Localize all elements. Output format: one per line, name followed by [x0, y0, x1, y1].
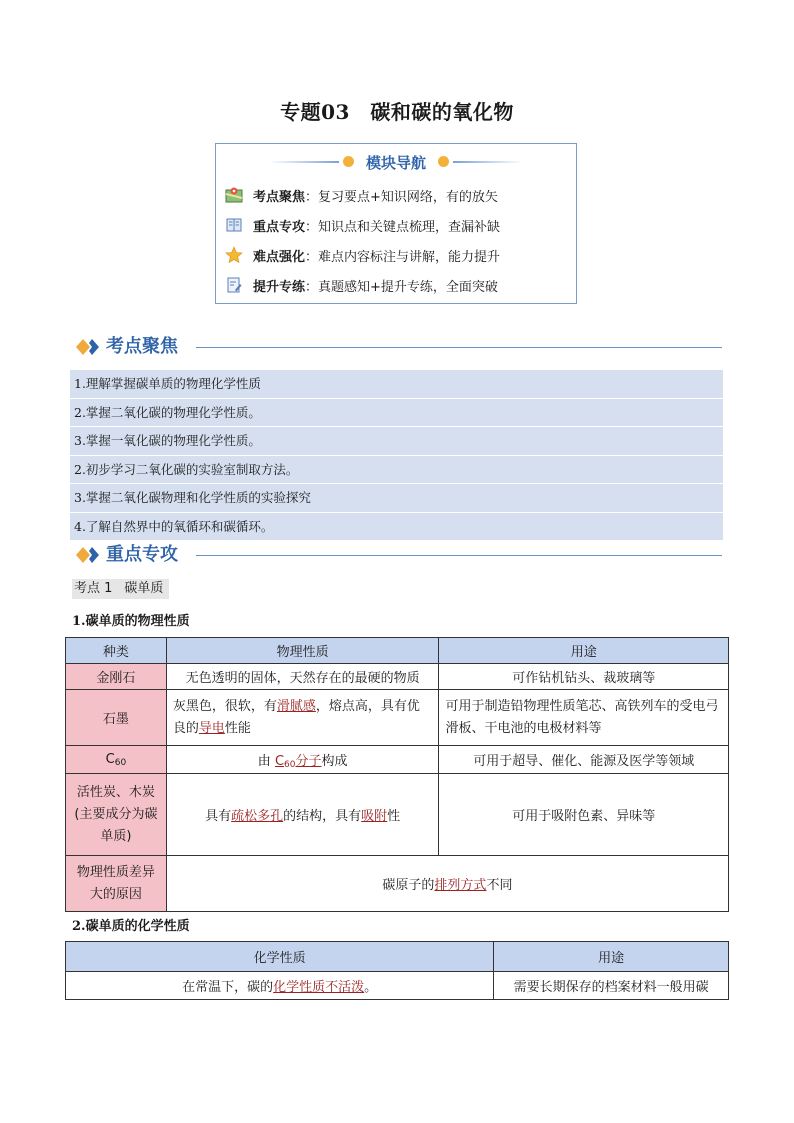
- header-chem-use: 用途: [494, 942, 729, 972]
- diamond-arrow-icon: [76, 337, 102, 357]
- text: 性: [387, 809, 401, 824]
- underlined-keyword: 疏松多孔: [231, 809, 284, 824]
- cell-use: 可用于吸附色素、异味等: [439, 774, 729, 856]
- underlined-keyword: 导电: [198, 720, 225, 736]
- chemical-properties-table: [65, 941, 729, 1000]
- nav-colon: ：: [305, 219, 319, 235]
- header-kind: 种类: [66, 638, 167, 664]
- cell-property: [166, 774, 439, 856]
- section-title: 重点专攻: [106, 544, 178, 565]
- text: 由: [257, 753, 275, 769]
- diamond-arrow-icon: [76, 545, 102, 565]
- cell-reason: [166, 856, 728, 912]
- nav-key: 重点专攻: [253, 219, 306, 235]
- nav-text: 难点内容标注与讲解，能力提升: [318, 249, 501, 265]
- section-rule: [196, 347, 722, 348]
- text: 在常温下，碳的: [182, 980, 274, 995]
- cell-kind: 活性炭、木炭(主要成分为碳单质): [66, 774, 167, 856]
- text: 具有: [205, 809, 232, 824]
- physical-properties-table: [65, 637, 729, 912]
- nav-item-hard[interactable]: [225, 244, 500, 266]
- text: 构成: [321, 753, 348, 769]
- nav-key: 提升专练: [253, 279, 306, 295]
- topic-name: 碳单质: [124, 581, 164, 596]
- nav-key: 难点强化: [253, 249, 306, 265]
- topic-number: 考点 1: [74, 581, 113, 596]
- list-item: 2.掌握二氧化碳的物理化学性质。: [70, 399, 723, 428]
- nav-title: 模块导航: [365, 154, 426, 172]
- header-use: 用途: [439, 638, 729, 664]
- list-item: 2.初步学习二氧化碳的实验室制取方法。: [70, 456, 723, 485]
- section-title: 考点聚焦: [106, 336, 178, 357]
- underlined-keyword: 排列方式: [434, 878, 487, 893]
- chemical-properties-heading: 2.碳单质的化学性质: [72, 919, 190, 934]
- book-icon: [225, 216, 243, 234]
- nav-dot-right: [438, 156, 449, 167]
- cell-kind: 金刚石: [66, 664, 167, 690]
- nav-text: 知识点和关键点梳理，查漏补缺: [318, 219, 501, 235]
- topic-label: [72, 579, 169, 599]
- nav-key: 考点聚焦: [253, 189, 306, 205]
- underlined-keyword: 化学性质不活泼: [273, 980, 365, 995]
- cell-property: [166, 690, 439, 746]
- table-header-row: [66, 942, 729, 972]
- text: 灰黑色，很软，有: [172, 698, 277, 714]
- table-row: [66, 972, 729, 1000]
- text: 不同: [486, 878, 513, 893]
- formula-subscript: 60: [284, 759, 296, 770]
- map-icon: [225, 186, 243, 204]
- cell-use: 可作钻机钻头、裁玻璃等: [439, 664, 729, 690]
- nav-divider-right: [453, 161, 523, 163]
- underlined-keyword: [275, 754, 322, 769]
- text: 碳原子的: [382, 878, 435, 893]
- cell-use: 可用于制造铅物理性质笔芯、高铁列车的受电弓滑板、干电池的电极材料等: [439, 690, 729, 746]
- table-row: [66, 690, 729, 746]
- text: 性能: [224, 720, 251, 736]
- formula: C: [105, 751, 115, 767]
- underlined-keyword: 滑腻感: [276, 698, 316, 714]
- cell-property: [166, 746, 439, 774]
- nav-header: [216, 152, 576, 172]
- cell-kind: [66, 746, 167, 774]
- edit-icon: [225, 276, 243, 294]
- text: 。: [364, 980, 378, 995]
- nav-item-key[interactable]: [225, 214, 500, 236]
- list-item: 3.掌握二氧化碳物理和化学性质的实验探究: [70, 484, 723, 513]
- module-nav-box: [215, 143, 577, 304]
- table-row: [66, 746, 729, 774]
- table-row: [66, 664, 729, 690]
- nav-colon: ：: [305, 279, 319, 295]
- text: 分子: [295, 753, 322, 769]
- cell-kind: 石墨: [66, 690, 167, 746]
- nav-colon: ：: [305, 249, 319, 265]
- formula: C: [274, 753, 285, 769]
- nav-item-focus[interactable]: [225, 184, 498, 206]
- page-title: 专题03 碳和碳的氧化物: [280, 100, 514, 124]
- list-item: 3.掌握一氧化碳的物理化学性质。: [70, 427, 723, 456]
- table-row: [66, 774, 729, 856]
- nav-text: 真题感知+提升专练，全面突破: [318, 279, 498, 295]
- focus-list: [70, 370, 723, 541]
- cell-kind: 物理性质差异大的原因: [66, 856, 167, 912]
- underlined-keyword: 吸附: [361, 809, 388, 824]
- nav-item-practice[interactable]: [225, 274, 498, 296]
- text: 的结构，具有: [283, 809, 362, 824]
- table-header-row: [66, 638, 729, 664]
- section-header-key: [72, 542, 722, 568]
- table-row: [66, 856, 729, 912]
- section-rule: [196, 555, 722, 556]
- star-icon: [225, 246, 243, 264]
- cell-property: 无色透明的固体，天然存在的最硬的物质: [166, 664, 439, 690]
- nav-text: 复习要点+知识网络，有的放矢: [318, 189, 498, 205]
- formula-subscript: 60: [114, 757, 127, 768]
- header-chem-property: 化学性质: [66, 942, 494, 972]
- cell-chem-property: [66, 972, 494, 1000]
- text: ，熔点高，具有优良的: [172, 698, 420, 736]
- list-item: 1.理解掌握碳单质的物理化学性质: [70, 370, 723, 399]
- section-header-focus: [72, 334, 722, 360]
- nav-colon: ：: [305, 189, 319, 205]
- cell-chem-use: 需要长期保存的档案材料一般用碳: [494, 972, 729, 1000]
- cell-use: 可用于超导、催化、能源及医学等领域: [439, 746, 729, 774]
- header-property: 物理性质: [166, 638, 439, 664]
- physical-properties-heading: 1.碳单质的物理性质: [72, 614, 190, 629]
- list-item: 4.了解自然界中的氧循环和碳循环。: [70, 513, 723, 542]
